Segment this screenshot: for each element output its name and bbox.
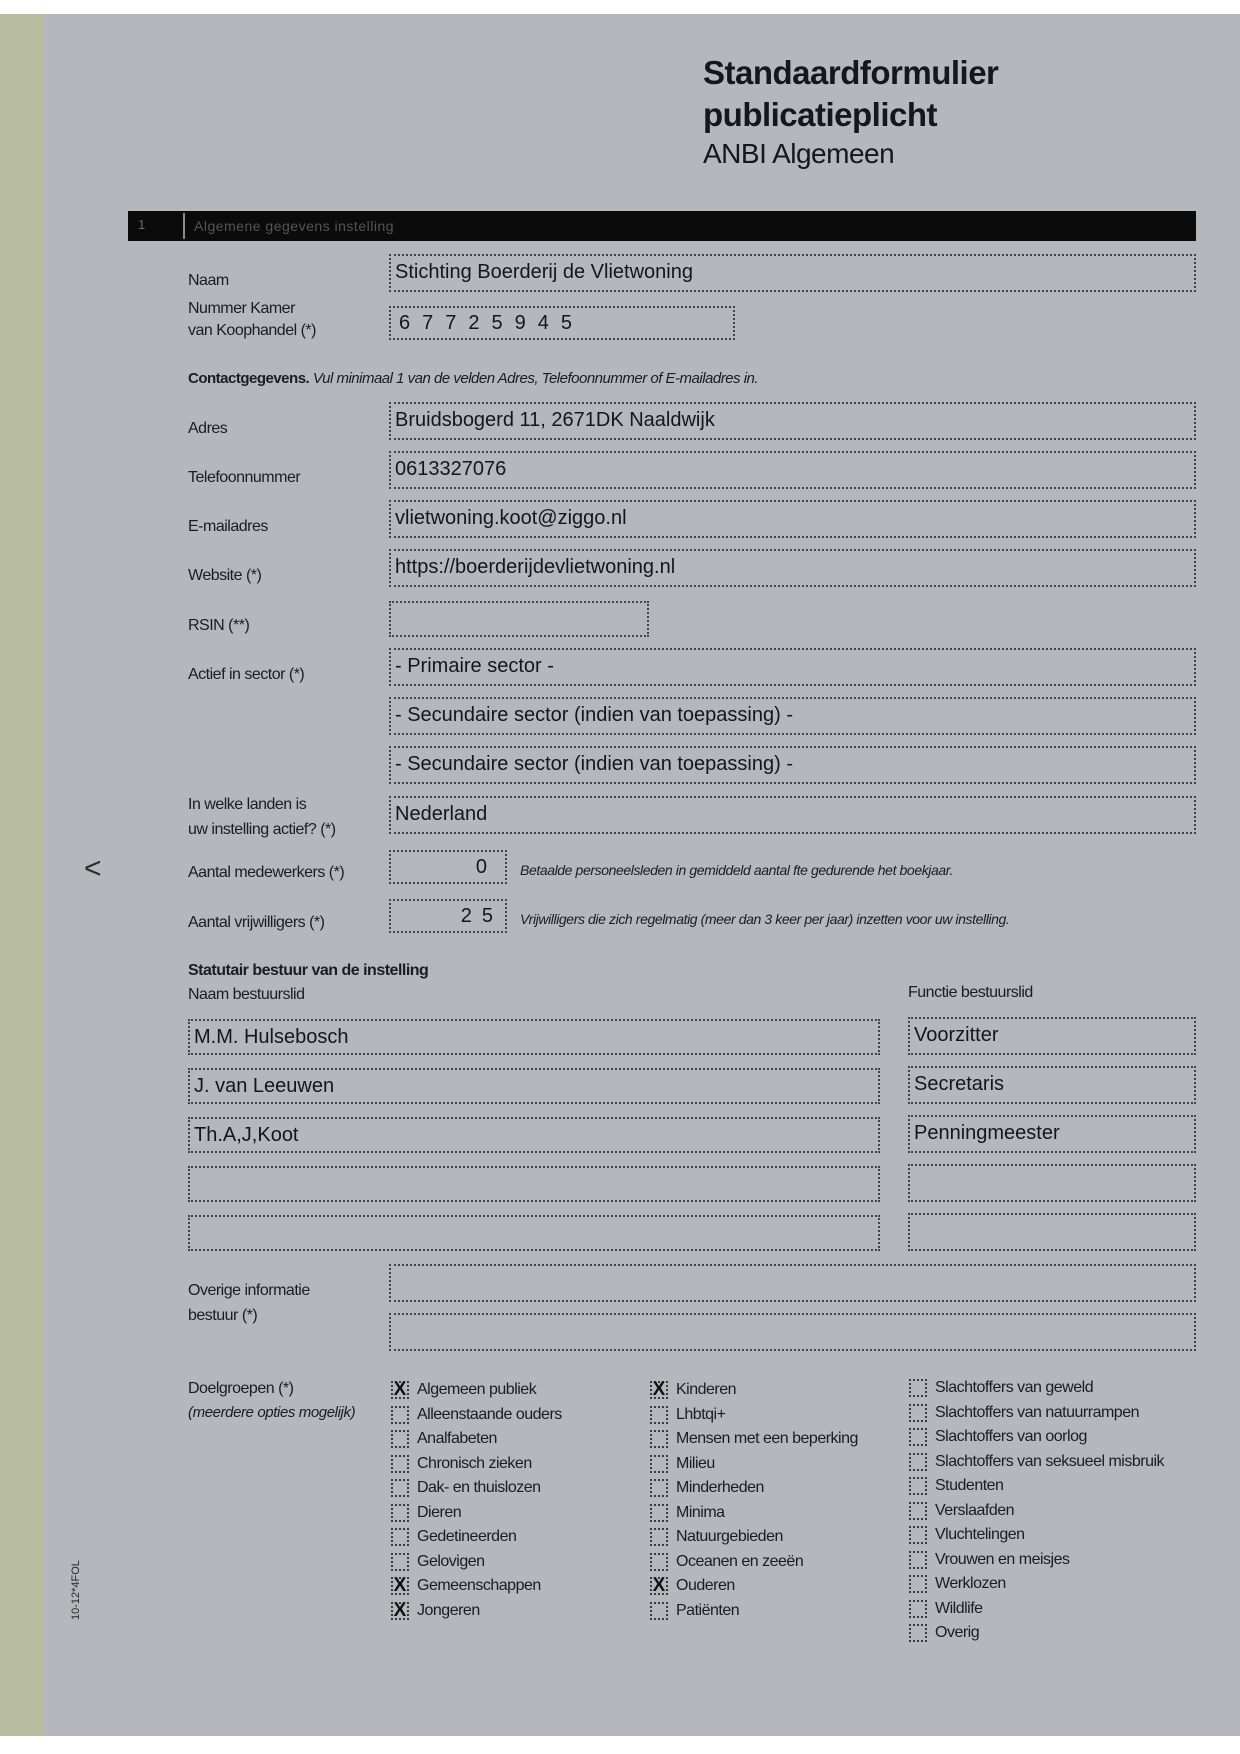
email-field[interactable]: vlietwoning.koot@ziggo.nl bbox=[389, 500, 1196, 538]
contact-heading: Contactgegevens. bbox=[188, 370, 310, 387]
contact-instruction bbox=[188, 366, 758, 391]
bestuur-functie-field-5[interactable] bbox=[908, 1213, 1196, 1251]
doelgroep-checkbox[interactable] bbox=[650, 1479, 668, 1497]
doelgroep-checkbox[interactable] bbox=[909, 1502, 927, 1520]
bestuur-naam-header: Naam bestuurslid bbox=[188, 986, 305, 1003]
doelgroep-checkbox[interactable]: X bbox=[650, 1381, 668, 1399]
section-number: 1 bbox=[138, 217, 146, 232]
naam-field[interactable]: Stichting Boerderij de Vlietwoning bbox=[389, 254, 1196, 292]
label-landen bbox=[188, 792, 336, 842]
doelgroep-label: Mensen met een beperking bbox=[676, 1430, 858, 1448]
doelgroep-option[interactable] bbox=[909, 1450, 1164, 1475]
doelgroep-label: Wildlife bbox=[935, 1599, 983, 1617]
doelgroep-label: Dieren bbox=[417, 1503, 462, 1521]
doelgroep-checkbox[interactable] bbox=[391, 1430, 409, 1448]
doelgroep-label: Verslaafden bbox=[935, 1501, 1015, 1519]
doelgroepen-column-1 bbox=[391, 1378, 562, 1623]
doelgroep-label: Vrouwen en meisjes bbox=[935, 1550, 1070, 1568]
doelgroep-label: Milieu bbox=[676, 1454, 715, 1472]
doelgroep-option[interactable] bbox=[909, 1425, 1164, 1450]
doelgroep-label: Patiënten bbox=[676, 1601, 740, 1619]
medewerkers-note: Betaalde personeelsleden in gemiddeld aantal fte gedurende het boekjaar. bbox=[520, 862, 954, 878]
doelgroep-checkbox[interactable] bbox=[391, 1479, 409, 1497]
doelgroep-label: Werklozen bbox=[935, 1575, 1006, 1593]
side-form-code: 10-12*4FOL bbox=[70, 1560, 82, 1620]
doelgroep-label: Gelovigen bbox=[417, 1552, 485, 1570]
doelgroep-label: Minima bbox=[676, 1503, 725, 1521]
doelgroep-label: Dak- en thuislozen bbox=[417, 1479, 541, 1497]
label-website: Website (*) bbox=[188, 567, 262, 584]
doelgroep-checkbox[interactable] bbox=[650, 1406, 668, 1424]
bestuur-naam-field-3[interactable]: Th.A,J,Koot bbox=[188, 1117, 880, 1153]
doelgroep-option[interactable] bbox=[391, 1574, 562, 1599]
adres-field[interactable]: Bruidsbogerd 11, 2671DK Naaldwijk bbox=[389, 402, 1196, 440]
doelgroep-option[interactable] bbox=[909, 1523, 1164, 1548]
doelgroep-option[interactable] bbox=[650, 1599, 858, 1624]
doelgroep-option[interactable] bbox=[650, 1452, 858, 1477]
medewerkers-field[interactable]: 0 bbox=[389, 850, 507, 884]
doelgroep-label: Overig bbox=[935, 1624, 980, 1642]
telefoon-field[interactable]: 0613327076 bbox=[389, 451, 1196, 489]
form-title: Standaardformulier bbox=[703, 54, 999, 91]
label-vrijwilligers: Aantal vrijwilligers (*) bbox=[188, 914, 325, 931]
doelgroep-checkbox[interactable] bbox=[909, 1477, 927, 1495]
doelgroep-option[interactable] bbox=[391, 1550, 562, 1575]
label-overige-line2: bestuur (*) bbox=[188, 1307, 258, 1324]
doelgroep-checkbox[interactable] bbox=[650, 1602, 668, 1620]
doelgroep-option[interactable] bbox=[909, 1401, 1164, 1426]
doelgroep-option[interactable] bbox=[650, 1403, 858, 1428]
doelgroep-label: Natuurgebieden bbox=[676, 1528, 783, 1546]
doelgroep-label: Chronisch zieken bbox=[417, 1454, 532, 1472]
doelgroep-option[interactable] bbox=[909, 1474, 1164, 1499]
form-title-line2: publicatieplicht bbox=[703, 96, 938, 133]
doelgroep-checkbox[interactable] bbox=[909, 1428, 927, 1446]
doelgroep-checkbox[interactable] bbox=[650, 1455, 668, 1473]
bestuur-naam-field-5[interactable] bbox=[188, 1215, 880, 1251]
label-adres: Adres bbox=[188, 420, 228, 437]
doelgroep-option[interactable] bbox=[650, 1476, 858, 1501]
label-naam: Naam bbox=[188, 272, 229, 289]
doelgroep-option[interactable] bbox=[391, 1525, 562, 1550]
doelgroep-checkbox[interactable]: X bbox=[391, 1602, 409, 1620]
label-kvk-line1: Nummer Kamer bbox=[188, 300, 295, 317]
doelgroep-checkbox[interactable] bbox=[909, 1575, 927, 1593]
doelgroep-label: Vluchtelingen bbox=[935, 1526, 1025, 1544]
section-title: Algemene gegevens instelling bbox=[194, 218, 395, 234]
doelgroep-label: Gemeenschappen bbox=[417, 1577, 541, 1595]
doelgroep-checkbox[interactable] bbox=[391, 1406, 409, 1424]
label-rsin: RSIN (**) bbox=[188, 617, 250, 634]
doelgroep-checkbox[interactable] bbox=[650, 1553, 668, 1571]
bestuur-functie-field-3[interactable]: Penningmeester bbox=[908, 1115, 1196, 1153]
doelgroep-option[interactable] bbox=[909, 1499, 1164, 1524]
doelgroep-option[interactable] bbox=[391, 1403, 562, 1428]
doelgroep-checkbox[interactable] bbox=[650, 1528, 668, 1546]
doelgroepen-note: (meerdere opties mogelijk) bbox=[188, 1404, 356, 1421]
doelgroep-option[interactable] bbox=[909, 1597, 1164, 1622]
doelgroep-option[interactable] bbox=[391, 1427, 562, 1452]
form-subtitle: ANBI Algemeen bbox=[703, 138, 895, 169]
label-sector: Actief in sector (*) bbox=[188, 666, 305, 683]
doelgroep-checkbox[interactable]: X bbox=[391, 1577, 409, 1595]
label-doelgroepen: Doelgroepen (*) bbox=[188, 1380, 294, 1397]
doelgroep-checkbox[interactable]: X bbox=[391, 1381, 409, 1399]
doelgroep-label: Ouderen bbox=[676, 1577, 735, 1595]
doelgroep-label: Analfabeten bbox=[417, 1430, 497, 1448]
doelgroep-option[interactable] bbox=[650, 1525, 858, 1550]
sector-secondary-select-2[interactable]: - Secundaire sector (indien van toepassing) - bbox=[389, 746, 1196, 784]
doelgroep-option[interactable] bbox=[909, 1548, 1164, 1573]
doelgroep-label: Slachtoffers van seksueel misbruik bbox=[935, 1452, 1165, 1470]
label-landen-line2: uw instelling actief? (*) bbox=[188, 821, 336, 838]
label-medewerkers: Aantal medewerkers (*) bbox=[188, 864, 345, 881]
doelgroep-checkbox[interactable] bbox=[909, 1624, 927, 1642]
website-field[interactable]: https://boerderijdevlietwoning.nl bbox=[389, 549, 1196, 587]
sector-primary-select[interactable]: - Primaire sector - bbox=[389, 648, 1196, 686]
doelgroep-checkbox[interactable] bbox=[391, 1455, 409, 1473]
doelgroep-label: Algemeen publiek bbox=[417, 1381, 537, 1399]
label-overige-line1: Overige informatie bbox=[188, 1282, 310, 1299]
doelgroep-checkbox[interactable] bbox=[909, 1404, 927, 1422]
doelgroep-label: Minderheden bbox=[676, 1479, 764, 1497]
doelgroep-option[interactable] bbox=[909, 1621, 1164, 1646]
doelgroep-checkbox[interactable] bbox=[909, 1379, 927, 1397]
bestuur-functie-field-4[interactable] bbox=[908, 1164, 1196, 1202]
doelgroep-checkbox[interactable] bbox=[391, 1553, 409, 1571]
bestuur-naam-field-2[interactable]: J. van Leeuwen bbox=[188, 1068, 880, 1104]
doelgroep-label: Slachtoffers van geweld bbox=[935, 1379, 1094, 1397]
contact-note: Vul minimaal 1 van de velden Adres, Telefoonnummer of E-mailadres in. bbox=[312, 370, 759, 387]
overige-field-2[interactable] bbox=[389, 1313, 1196, 1351]
label-landen-line1: In welke landen is bbox=[188, 796, 307, 813]
overige-field-1[interactable] bbox=[389, 1264, 1196, 1302]
doelgroep-checkbox[interactable] bbox=[391, 1504, 409, 1522]
doelgroep-label: Kinderen bbox=[676, 1381, 737, 1399]
doelgroep-option[interactable] bbox=[391, 1599, 562, 1624]
doelgroep-checkbox[interactable] bbox=[909, 1600, 927, 1618]
label-kvk-line2: van Koophandel (*) bbox=[188, 322, 316, 339]
doelgroep-label: Alleenstaande ouders bbox=[417, 1405, 562, 1423]
bestuur-functie-field-1[interactable]: Voorzitter bbox=[908, 1017, 1196, 1055]
bestuur-naam-field-1[interactable]: M.M. Hulsebosch bbox=[188, 1019, 880, 1055]
doelgroep-option[interactable] bbox=[650, 1378, 858, 1403]
doelgroep-label: Lhbtqi+ bbox=[676, 1405, 726, 1423]
doelgroepen-column-3 bbox=[909, 1376, 1164, 1646]
section-divider bbox=[183, 213, 185, 239]
doelgroep-checkbox[interactable] bbox=[650, 1430, 668, 1448]
doelgroep-label: Gedetineerden bbox=[417, 1528, 517, 1546]
doelgroep-label: Studenten bbox=[935, 1477, 1004, 1495]
landen-field[interactable]: Nederland bbox=[389, 796, 1196, 834]
bestuur-functie-header: Functie bestuurslid bbox=[908, 984, 1033, 1001]
bestuur-heading: Statutair bestuur van de instelling bbox=[188, 962, 429, 979]
bestuur-naam-field-4[interactable] bbox=[188, 1166, 880, 1202]
doelgroep-option[interactable] bbox=[391, 1476, 562, 1501]
doelgroep-option[interactable] bbox=[391, 1378, 562, 1403]
doelgroep-option[interactable] bbox=[391, 1501, 562, 1526]
kvk-number-field[interactable]: 67725945 bbox=[389, 306, 735, 340]
label-overige bbox=[188, 1278, 310, 1328]
label-kvk bbox=[188, 298, 316, 342]
doelgroep-option[interactable] bbox=[909, 1572, 1164, 1597]
doelgroep-checkbox[interactable] bbox=[909, 1453, 927, 1471]
sector-secondary-select-1[interactable]: - Secundaire sector (indien van toepassing) - bbox=[389, 697, 1196, 735]
doelgroep-option[interactable] bbox=[650, 1574, 858, 1599]
doelgroep-checkbox[interactable] bbox=[909, 1551, 927, 1569]
doelgroep-option[interactable] bbox=[909, 1376, 1164, 1401]
doelgroep-label: Oceanen en zeeën bbox=[676, 1552, 804, 1570]
doelgroep-label: Slachtoffers van oorlog bbox=[935, 1428, 1087, 1446]
doelgroep-option[interactable] bbox=[391, 1452, 562, 1477]
doelgroep-label: Jongeren bbox=[417, 1601, 480, 1619]
doelgroep-checkbox[interactable] bbox=[650, 1504, 668, 1522]
vrijwilligers-note: Vrijwilligers die zich regelmatig (meer dan 3 keer per jaar) inzetten voor uw instelling. bbox=[520, 911, 1010, 927]
chevron-left-icon: < bbox=[84, 852, 102, 885]
doelgroep-label: Slachtoffers van natuurrampen bbox=[935, 1403, 1139, 1421]
bestuur-functie-field-2[interactable]: Secretaris bbox=[908, 1066, 1196, 1104]
rsin-field[interactable] bbox=[389, 601, 649, 637]
scan-margin-strip bbox=[0, 14, 44, 1736]
doelgroepen-column-2 bbox=[650, 1378, 858, 1623]
doelgroep-checkbox[interactable] bbox=[391, 1528, 409, 1546]
doelgroep-option[interactable] bbox=[650, 1427, 858, 1452]
doelgroep-checkbox[interactable] bbox=[909, 1526, 927, 1544]
doelgroep-checkbox[interactable]: X bbox=[650, 1577, 668, 1595]
vrijwilligers-field[interactable]: 25 bbox=[389, 899, 507, 933]
label-email: E-mailadres bbox=[188, 518, 268, 535]
doelgroep-option[interactable] bbox=[650, 1501, 858, 1526]
doelgroep-option[interactable] bbox=[650, 1550, 858, 1575]
label-telefoon: Telefoonnummer bbox=[188, 469, 301, 486]
